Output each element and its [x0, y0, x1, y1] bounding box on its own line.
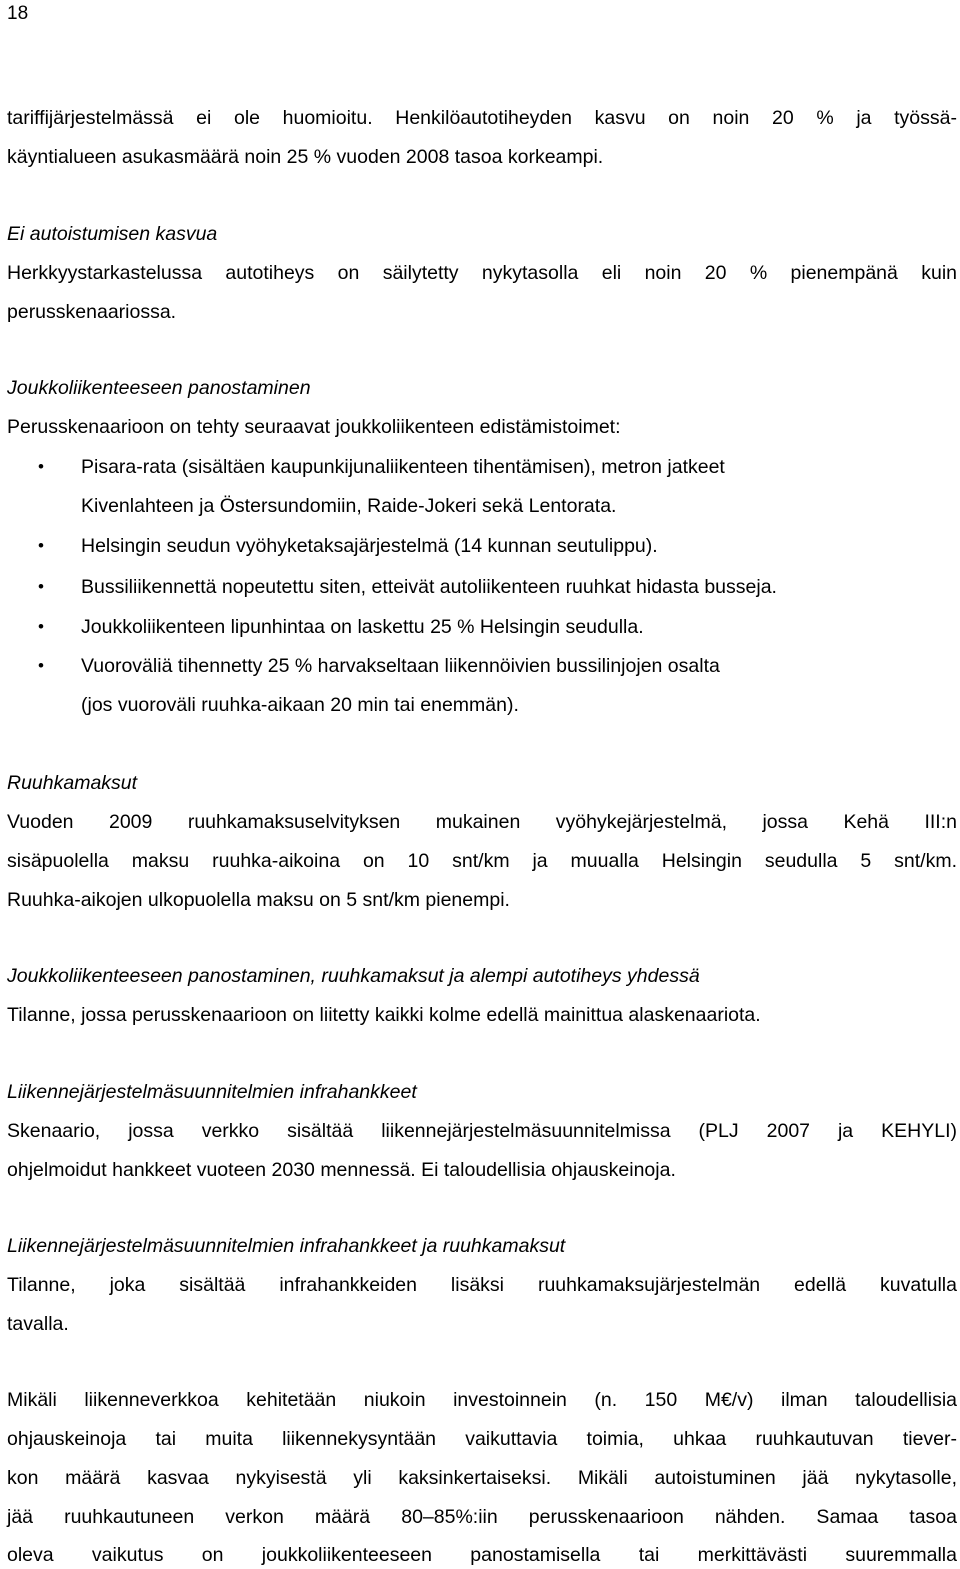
bullet-line: (jos vuoroväli ruuhka-aikaan 20 min tai enemmän).: [81, 694, 519, 716]
bullet-icon: •: [38, 656, 44, 675]
paragraph-line: jää ruuhkautuneen verkon määrä 80–85%:iin perusskenaarioon nähden. Samaa tasoa: [7, 1506, 957, 1528]
section-heading-combined: Joukkoliikenteeseen panostaminen, ruuhkamaksut ja alempi autotiheys yhdessä: [7, 965, 700, 987]
section-line: Tilanne, joka sisältää infrahankkeiden lisäksi ruuhkamaksujärjestelmän edellä kuvatulla: [7, 1274, 957, 1296]
bullet-line: Joukkoliikenteen lipunhintaa on laskettu 25 % Helsingin seudulla.: [81, 616, 644, 638]
section-line: Skenaario, jossa verkko sisältää liikennejärjestelmäsuunnitelmissa (PLJ 2007 ja KEHYLI): [7, 1120, 957, 1142]
bullet-icon: •: [38, 577, 44, 596]
bullet-line: Vuoroväliä tihennetty 25 % harvakseltaan liikennöivien bussilinjojen osalta: [81, 655, 720, 677]
section-line: perusskenaariossa.: [7, 301, 177, 323]
paragraph-line: oleva vaikutus on joukkoliikenteeseen panostamisella tai merkittävästi suuremmalla: [7, 1544, 957, 1566]
section-line: Herkkyystarkastelussa autotiheys on säilytetty nykytasolla eli noin 20 % pienempänä kuin: [7, 262, 957, 284]
section-line: Tilanne, jossa perusskenaarioon on liitetty kaikki kolme edellä mainittua alaskenaariota.: [7, 1004, 761, 1026]
section-line: sisäpuolella maksu ruuhka-aikoina on 10 snt/km ja muualla Helsingin seudulla 5 snt/km.: [7, 850, 957, 872]
page-number: 18: [7, 3, 29, 24]
bullet-line: Bussiliikennettä nopeutettu siten, etteivät autoliikenteen ruuhkat hidasta busseja.: [81, 576, 777, 598]
intro-line: tariffijärjestelmässä ei ole huomioitu. Henkilöautotiheyden kasvu on noin 20 % ja työssä-: [7, 107, 957, 129]
section-heading-transit-investment: Joukkoliikenteeseen panostaminen: [7, 377, 311, 399]
section-line: tavalla.: [7, 1313, 69, 1335]
section-line: Ruuhka-aikojen ulkopuolella maksu on 5 snt/km pienempi.: [7, 889, 510, 911]
paragraph-line: Mikäli liikenneverkkoa kehitetään niukoin investoinnein (n. 150 M€/v) ilman taloudellisia: [7, 1389, 957, 1411]
section-line: Vuoden 2009 ruuhkamaksuselvityksen mukainen vyöhykejärjestelmä, jossa Kehä III:n: [7, 811, 957, 833]
section-heading-infra-and-charges: Liikennejärjestelmäsuunnitelmien infrahankkeet ja ruuhkamaksut: [7, 1235, 566, 1257]
section-intro: Perusskenaarioon on tehty seuraavat joukkoliikenteen edistämistoimet:: [7, 416, 621, 438]
bullet-line: Pisara-rata (sisältäen kaupunkijunaliikenteen tihentämisen), metron jatkeet: [81, 456, 725, 478]
bullet-icon: •: [38, 457, 44, 476]
intro-line: käyntialueen asukasmäärä noin 25 % vuoden 2008 tasoa korkeampi.: [7, 146, 604, 168]
bullet-line: Helsingin seudun vyöhyketaksajärjestelmä (14 kunnan seutulippu).: [81, 535, 658, 557]
section-heading-congestion-charges: Ruuhkamaksut: [7, 772, 138, 794]
bullet-icon: •: [38, 536, 44, 555]
section-heading-infra-projects: Liikennejärjestelmäsuunnitelmien infrahankkeet: [7, 1081, 417, 1103]
section-heading-no-car-growth: Ei autoistumisen kasvua: [7, 223, 218, 245]
section-line: ohjelmoidut hankkeet vuoteen 2030 mennessä. Ei taloudellisia ohjauskeinoja.: [7, 1159, 676, 1181]
bullet-line: Kivenlahteen ja Östersundomiin, Raide-Jokeri sekä Lentorata.: [81, 495, 617, 517]
bullet-icon: •: [38, 617, 44, 636]
paragraph-line: ohjauskeinoja tai muita liikennekysyntään vaikuttavia toimia, uhkaa ruuhkautuvan tiever-: [7, 1428, 957, 1450]
paragraph-line: kon määrä kasvaa nykyisestä yli kaksinkertaiseksi. Mikäli autoistuminen jää nykytasolle,: [7, 1467, 957, 1489]
